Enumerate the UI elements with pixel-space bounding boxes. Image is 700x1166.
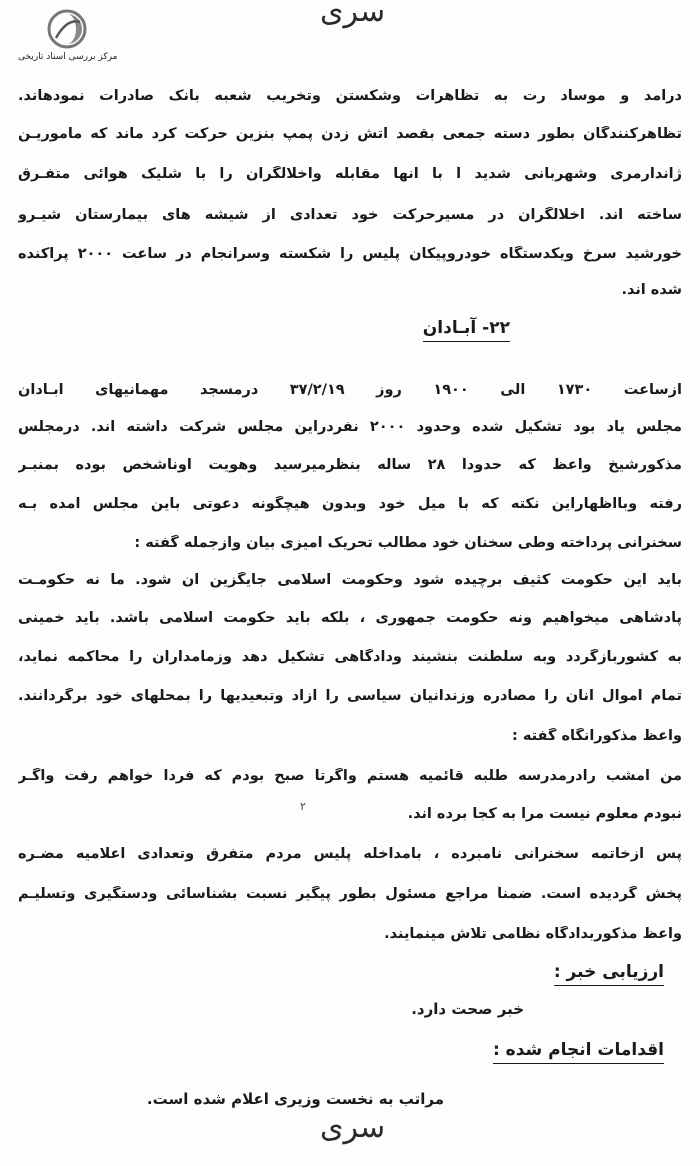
confidential-stamp-top: سری bbox=[320, 0, 386, 29]
archive-watermark bbox=[18, 8, 118, 68]
text-line: خورشید سرخ ویکدستگاه خودروپیکان پلیس را شکسته وسرانجام در ساعت ۲۰۰۰ پراکنده bbox=[18, 246, 682, 262]
text-line: من امشب رادرمدرسه طلبه قائمیه هستم واگرتا صبح بودم که فردا خواهم رفت واگـر bbox=[18, 768, 682, 784]
text-line: ژاندارمری وشهربانی شدید اً با آنها مقابله واخلالگران را با شلیک هوائی متفـرق bbox=[18, 166, 682, 182]
text-line: به کشوربازگردد وبه سلطنت بنشیند ودادگاهی تشکیل دهد وزمامداران را محاکمه نماید، bbox=[18, 649, 682, 665]
evaluation-label-text: ارزیابی خبر : bbox=[554, 962, 664, 986]
text-line: واعظ مذکورآنگاه گفته : bbox=[511, 728, 682, 744]
text-line: درآمد و موساد رت به تظاهرات وشکستن وتخریب شعبه بانک صادرات نمودهاند. bbox=[18, 88, 682, 104]
text-line: تمام اموال آنان را مصادره وزندانیان سیاسی را آزاد وتبعیدیها را بمحلهای خود برگردانند. bbox=[18, 688, 682, 704]
section-heading-text: ۲۲- آبـادان bbox=[423, 318, 510, 342]
text-line: نبودم معلوم نیست مرا به کجا برده اند. bbox=[407, 806, 682, 822]
evaluation-text: خبر صحت دارد. bbox=[411, 1000, 524, 1018]
archive-name: مرکز بررسی اسناد تاریخی bbox=[18, 52, 118, 62]
text-line: رفته وبااظهاراین نکته که با میل خود وبدون هیچگونه دعوتی باین مجلس آمده بـه bbox=[18, 496, 682, 512]
text-line: ساخته اند. اخلالگران در مسیرحرکت خود تعدادی از شیشه های بیمارستان شیـرو bbox=[18, 207, 682, 223]
text-line: سخنرانی پرداخته وطی سخنان خود مطالب تحریک آمیزی بیان وازجمله گفته : bbox=[134, 535, 682, 551]
text-line: تظاهرکنندگان بطور دسته جمعی بقصد آتش زدن پمپ بنزین حرکت کرد ماند که ماموریـن bbox=[18, 126, 682, 142]
text-line: شده اند. bbox=[621, 282, 682, 298]
text-line: مجلس یاد بود تشکیل شده وحدود ۲۰۰۰ نفردراین مجلس شرکت داشته اند. درمجلس bbox=[18, 419, 682, 435]
archive-logo-icon bbox=[46, 8, 88, 50]
confidential-stamp-bottom: سری bbox=[320, 1110, 386, 1145]
actions-label-text: اقدامات انجام شده : bbox=[493, 1040, 664, 1064]
text-line: پس ازخاتمه سخنرانی نامبرده ، بامداخله پلیس مردم متفرق وتعدادی اعلامیه مضـره bbox=[18, 846, 682, 862]
text-line: ازساعت ۱۷۳۰ الی ۱۹۰۰ روز ۳۷/۲/۱۹ درمسجد مهمانیهای آبـادان bbox=[18, 382, 682, 398]
actions-text: مراتب به نخست وزیری اعلام شده است. bbox=[146, 1090, 444, 1108]
margin-note: ۲ bbox=[300, 800, 306, 813]
text-line: باید این حکومت کثیف برچیده شود وحکومت اسلامی جایگزین آن شود. ما نه حکومـت bbox=[18, 572, 682, 588]
actions-label bbox=[493, 1040, 664, 1060]
evaluation-label bbox=[554, 962, 664, 982]
text-line: پادشاهی میخواهیم ونه حکومت جمهوری ، بلکه باید حکومت اسلامی باشد. باید خمینی bbox=[18, 610, 682, 626]
text-line: واعظ مذکوربدادگاه نظامی تلاش مینمایند. bbox=[384, 926, 682, 942]
section-heading bbox=[423, 318, 510, 338]
text-line: مذکورشیخ واعظ که حدوداً ۲۸ ساله بنظرمیرسید وهویت اوناشخص بوده بمنبـر bbox=[18, 457, 682, 473]
text-line: پخش گردیده است. ضمناً مراجع مسئول بطور پیگیر نسبت بشناسائی ودستگیری وتسلیـم bbox=[18, 886, 682, 902]
